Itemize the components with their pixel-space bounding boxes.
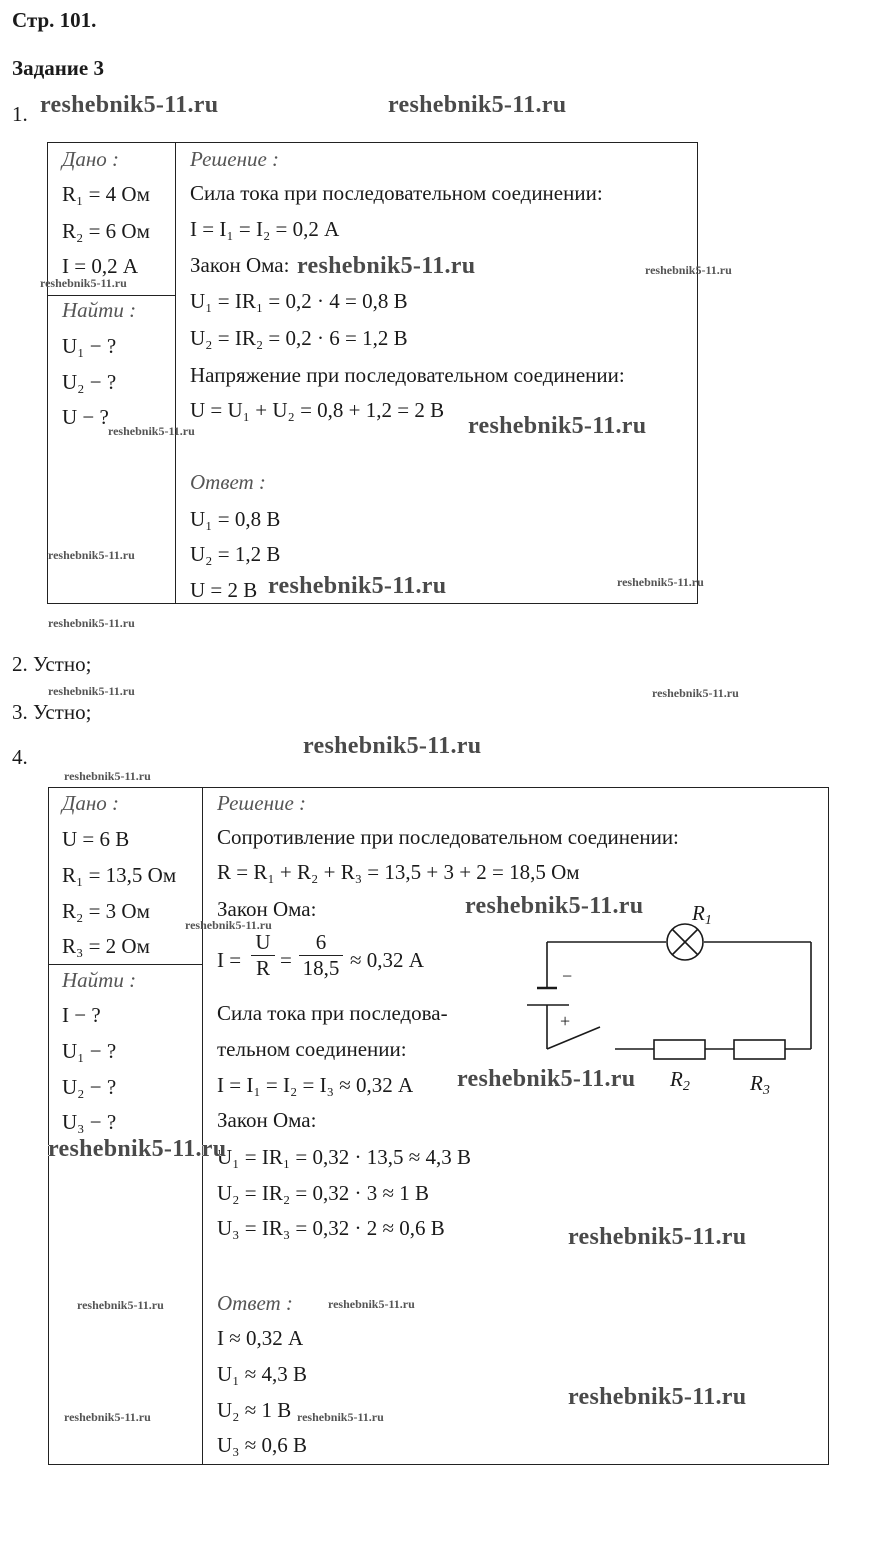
r3-label [749, 1071, 770, 1098]
problem1-given-item: R₂ = 6 Ом [62, 219, 150, 243]
problem4-table [48, 787, 829, 1465]
watermark: reshebnik5-11.ru [457, 1066, 636, 1092]
problem1-solution-label: Решение : [190, 147, 280, 171]
problem1-solution-line: U₁ = IR₁ = 0,2 · 4 = 0,8 В [190, 289, 408, 313]
problem4-given-label: Дано : [62, 791, 120, 815]
formula-fraction-2 [299, 932, 343, 979]
problem1-given-label: Дано : [62, 147, 120, 171]
problem4-number: 4. [12, 745, 28, 769]
fraction-numerator: U [255, 930, 271, 954]
problem4-divider [202, 787, 203, 1464]
watermark: reshebnik5-11.ru [465, 893, 644, 919]
watermark: reshebnik5-11.ru [328, 1297, 415, 1311]
watermark: reshebnik5-11.ru [568, 1224, 747, 1250]
problem1-answer-label: Ответ : [190, 470, 266, 494]
problem1-answer-item: U₂ = 1,2 В [190, 542, 281, 566]
problem4-answer-label: Ответ : [217, 1291, 293, 1315]
watermark: reshebnik5-11.ru [645, 263, 732, 277]
battery-plus-label: + [560, 1011, 571, 1031]
watermark: reshebnik5-11.ru [40, 92, 219, 118]
problem4-find-item: I − ? [62, 1003, 101, 1027]
problem4-solution-line: U₁ = IR₁ = 0,32 · 13,5 ≈ 4,3 В [217, 1145, 472, 1169]
watermark: reshebnik5-11.ru [617, 575, 704, 589]
problem4-solution-line: Закон Ома: [217, 1108, 317, 1132]
r1-sub: 1 [704, 913, 712, 928]
problem4-solution-line: U₃ = IR₃ = 0,32 · 2 ≈ 0,6 В [217, 1216, 445, 1240]
problem4-find-item: U₂ − ? [62, 1075, 117, 1099]
problem1-find-item: U − ? [62, 405, 109, 429]
watermark: reshebnik5-11.ru [48, 684, 135, 698]
watermark: reshebnik5-11.ru [48, 1136, 227, 1162]
problem4-given-item: R₁ = 13,5 Ом [62, 863, 177, 887]
problem1-find-label: Найти : [62, 298, 137, 322]
r2-letter: R [670, 1067, 683, 1091]
problem4-solution-line: R = R₁ + R₂ + R₃ = 13,5 + 3 + 2 = 18,5 Ом [217, 860, 580, 884]
problem1-solution-line: U₂ = IR₂ = 0,2 · 6 = 1,2 В [190, 326, 408, 350]
watermark: reshebnik5-11.ru [297, 253, 476, 279]
problem4-answer-item: U₃ ≈ 0,6 В [217, 1433, 308, 1457]
problem4-answer-item: U₂ ≈ 1 В [217, 1398, 292, 1422]
problem1-solution-line: Напряжение при последовательном соединении: [190, 363, 625, 387]
problem4-solution-line: Сопротивление при последовательном соединении: [217, 825, 679, 849]
watermark: reshebnik5-11.ru [468, 413, 647, 439]
watermark: reshebnik5-11.ru [77, 1298, 164, 1312]
problem4-given-divider [48, 964, 202, 965]
watermark: reshebnik5-11.ru [297, 1410, 384, 1424]
problem4-solution-label: Решение : [217, 791, 307, 815]
problem4-find-item: U₁ − ? [62, 1039, 117, 1063]
problem3-text: 3. Устно; [12, 700, 92, 724]
problem1-answer-item: U = 2 В [190, 578, 258, 602]
watermark: reshebnik5-11.ru [48, 616, 135, 630]
watermark: reshebnik5-11.ru [64, 769, 151, 783]
problem4-solution-line: Сила тока при последова- [217, 1001, 448, 1025]
formula-equals: = [280, 948, 292, 972]
problem1-find-item: U₁ − ? [62, 334, 117, 358]
watermark: reshebnik5-11.ru [303, 733, 482, 759]
fraction-denominator: R [255, 956, 270, 980]
problem1-solution-line: I = I₁ = I₂ = 0,2 А [190, 217, 340, 241]
problem1-solution-line: Закон Ома: [190, 253, 290, 277]
r2-sub: 2 [682, 1079, 690, 1094]
problem4-given-item: R₃ = 2 Ом [62, 934, 150, 958]
problem4-find-label: Найти : [62, 968, 137, 992]
problem4-solution-line: U₂ = IR₂ = 0,32 · 3 ≈ 1 В [217, 1181, 430, 1205]
watermark: reshebnik5-11.ru [40, 276, 127, 290]
problem1-solution-line: U = U₁ + U₂ = 0,8 + 1,2 = 2 В [190, 398, 445, 422]
problem1-given-divider [47, 295, 175, 296]
r1-label [691, 901, 712, 928]
r3-sub: 3 [762, 1083, 770, 1098]
problem1-given-item: I = 0,2 А [62, 254, 139, 278]
switch-blade [547, 1027, 600, 1049]
watermark: reshebnik5-11.ru [64, 1410, 151, 1424]
problem4-given-item: U = 6 В [62, 827, 130, 851]
watermark: reshebnik5-11.ru [268, 573, 447, 599]
fraction-denominator: 18,5 [302, 956, 340, 980]
fraction-numerator: 6 [315, 930, 327, 954]
problem4-solution-line: I = I₁ = I₂ = I₃ ≈ 0,32 А [217, 1073, 414, 1097]
problem4-solution-line: тельном соединении: [217, 1037, 407, 1061]
formula-lhs: I = [217, 948, 242, 972]
problem2-text: 2. Устно; [12, 652, 92, 676]
problem4-given-item: R₂ = 3 Ом [62, 899, 150, 923]
problem4-answer-item: I ≈ 0,32 А [217, 1326, 304, 1350]
watermark: reshebnik5-11.ru [568, 1384, 747, 1410]
battery-minus-label: − [562, 966, 573, 986]
problem1-divider [175, 142, 176, 603]
problem1-answer-item: U₁ = 0,8 В [190, 507, 281, 531]
r2-label [669, 1067, 690, 1094]
resistor-r2 [654, 1040, 705, 1059]
problem4-find-item: U₃ − ? [62, 1110, 117, 1134]
watermark: reshebnik5-11.ru [388, 92, 567, 118]
formula-result: ≈ 0,32 А [350, 948, 424, 972]
problem1-find-item: U₂ − ? [62, 370, 117, 394]
r1-letter: R [692, 901, 705, 925]
problem1-given-item: R₁ = 4 Ом [62, 182, 150, 206]
problem4-answer-item: U₁ ≈ 4,3 В [217, 1362, 308, 1386]
watermark: reshebnik5-11.ru [652, 686, 739, 700]
page-title: Стр. 101. [12, 8, 97, 32]
problem1-solution-line: Сила тока при последовательном соединении: [190, 181, 603, 205]
problem1-number: 1. [12, 102, 28, 126]
problem4-solution-line: Закон Ома: [217, 897, 317, 921]
watermark: reshebnik5-11.ru [48, 548, 135, 562]
task-title: Задание 3 [12, 56, 104, 80]
formula-fraction-1 [251, 932, 275, 979]
watermark: reshebnik5-11.ru [185, 918, 272, 932]
watermark: reshebnik5-11.ru [108, 424, 195, 438]
r3-letter: R [750, 1071, 763, 1095]
resistor-r3 [734, 1040, 785, 1059]
